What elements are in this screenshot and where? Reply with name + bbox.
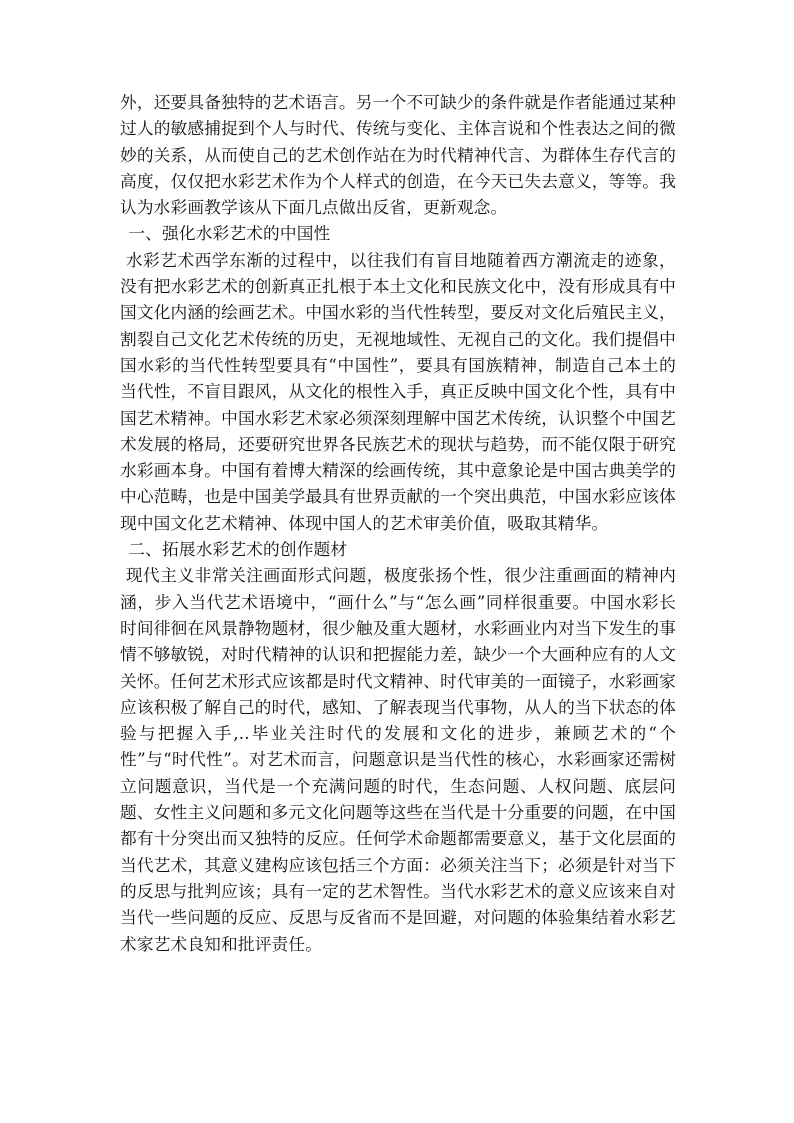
section-heading-2: 二、拓展水彩艺术的创作题材 bbox=[128, 539, 348, 560]
section-heading-1: 一、强化水彩艺术的中国性 bbox=[128, 223, 331, 244]
document-page bbox=[120, 89, 676, 957]
paragraph-intro-continuation: 外，还要具备独特的艺术语言。另一个不可缺少的条件就是作者能通过某种过人的敏感捕捉到个人与时代、传统与变化、主体言说和个性表达之间的微妙的关系，从而使自己的艺术创作站在为时代精神代言、为群体生存代言的高度，仅仅把水彩艺术作为个人样式的创造，在今天已失去意义，等等。我认为水彩画教学该从下面几点做出反省，更新观念。 bbox=[120, 92, 676, 218]
paragraph-section-2: 现代主义非常关注画面形式问题，极度张扬个性，很少注重画面的精神内涵，步入当代艺术语境中，“画什么”与“怎么画”同样很重要。中国水彩长时间徘徊在风景静物题材，很少触及重大题材，水彩画业内对当下发生的事情不够敏锐，对时代精神的认识和把握能力差，缺少一个大画种应有的人文关怀。任何艺术形式应该都是时代文精神、时代审美的一面镜子，水彩画家应该积极了解自己的时代，感知、了解表现当代事物，从人的当下状态的体验与把握入手,..毕业关注时代的发展和文化的进步，兼顾艺术的“个性”与“时代性”。对艺术而言，问题意识是当代性的核心，水彩画家还需树立问题意识，当代是一个充满问题的时代，生态问题、人权问题、底层问题、女性主义问题和多元文化问题等这些在当代是十分重要的问题，在中国都有十分突出而又独特的反应。任何学术命题都需要意义，基于文化层面的当代艺术，其意义建构应该包括三个方面：必须关注当下；必须是针对当下的反思与批判应该；具有一定的艺术智性。当代水彩艺术的意义应该来自对当代一些问题的反应、反思与反省而不是回避，对问题的体验集结着水彩艺术家艺术良知和批评责任。 bbox=[120, 565, 676, 954]
paragraph-section-1: 水彩艺术西学东渐的过程中，以往我们有盲目地随着西方潮流走的迹象，没有把水彩艺术的创新真正扎根于本土文化和民族文化中，没有形成具有中国文化内涵的绘画艺术。中国水彩的当代性转型，要反对文化后殖民主义，割裂自己文化艺术传统的历史，无视地域性、无视自己的文化。我们提倡中国水彩的当代性转型要具有“中国性”，要具有国族精神，制造自己本土的当代性，不盲目跟风，从文化的根性入手，真正反映中国文化个性，具有中国艺术精神。中国水彩艺术家必须深刻理解中国艺术传统，认识整个中国艺术发展的格局，还要研究世界各民族艺术的现状与趋势，而不能仅限于研究水彩画本身。中国有着博大精深的绘画传统，其中意象论是中国古典美学的中心范畴，也是中国美学最具有世界贡献的一个突出典范，中国水彩应该体现中国文化艺术精神、体现中国人的艺术审美价值，吸取其精华。 bbox=[120, 249, 676, 533]
